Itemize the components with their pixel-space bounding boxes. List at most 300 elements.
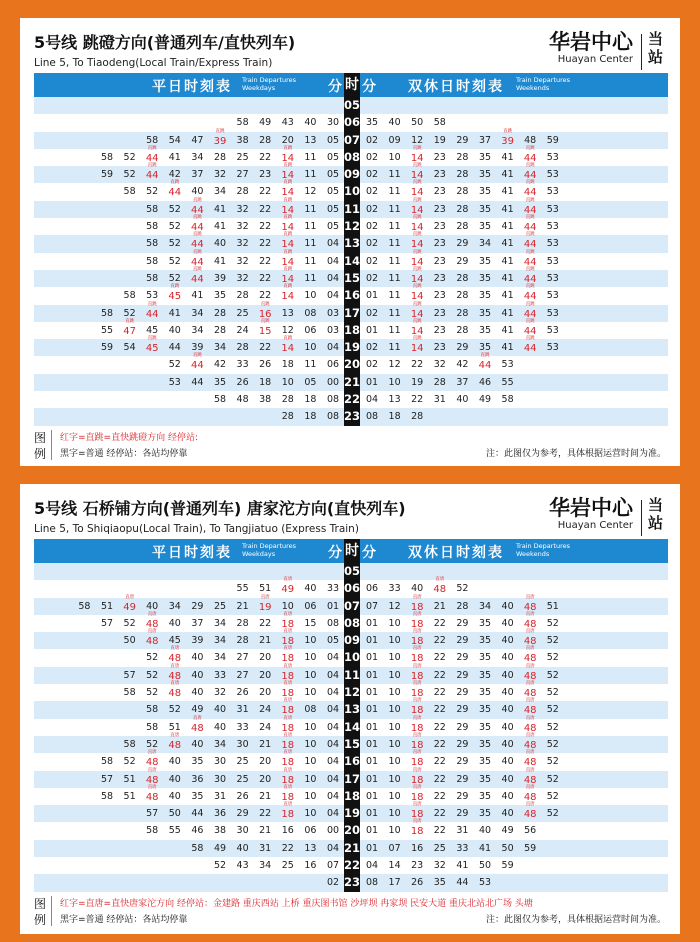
- express-departure-minute: 直跳 14: [277, 253, 299, 273]
- departure-minute: 35: [478, 687, 492, 699]
- departure-minute: 25: [281, 860, 294, 872]
- express-mark: 直跳: [283, 336, 293, 342]
- hour-row: [34, 646, 668, 666]
- express-departure-minute: 直唐 48: [519, 805, 541, 825]
- departure-minute: 11: [304, 255, 317, 267]
- departure-minute: 40: [304, 583, 317, 595]
- current-station-tag: 当站: [648, 496, 664, 532]
- departure-minute: 28: [456, 307, 469, 319]
- disclaimer-note: 注：此图仅为参考，具体根据运营时间为准。: [485, 449, 666, 459]
- express-departure-minute: 直唐 18: [277, 615, 299, 635]
- departure-minute: 40: [236, 842, 249, 854]
- departure-minute: 52: [123, 756, 136, 768]
- departure-minute: 40: [191, 669, 204, 681]
- hour-cell: 16: [344, 287, 360, 304]
- departure-minute: 10: [388, 635, 401, 647]
- departure-minute: 41: [501, 255, 514, 267]
- departure-minute: 10: [388, 704, 401, 716]
- departure-minute: 10: [388, 773, 401, 785]
- departure-minute: 28: [236, 617, 249, 629]
- departure-minute: 20: [259, 756, 272, 768]
- express-departure-minute: 直唐 48: [519, 615, 541, 635]
- departure-minute: 41: [501, 203, 514, 215]
- departure-minute: 41: [213, 221, 227, 233]
- departure-minute: 35: [478, 221, 492, 233]
- departure-minute: 39: [191, 342, 204, 354]
- station-name-cn: 华岩中心: [549, 30, 633, 54]
- departure-minute: 22: [433, 652, 446, 664]
- departure-minute: 58: [100, 307, 114, 319]
- departure-minute: 29: [456, 617, 469, 629]
- departure-minute: 38: [213, 825, 227, 837]
- departure-minute: 52: [546, 721, 559, 733]
- departure-minute: 19: [411, 376, 424, 388]
- departure-minute: 40: [501, 635, 514, 647]
- departure-minute: 41: [501, 290, 514, 302]
- departure-minute: 40: [501, 687, 514, 699]
- departure-minute: 51: [168, 721, 181, 733]
- departure-minute: 58: [146, 255, 159, 267]
- departure-minute: 03: [326, 307, 340, 319]
- departure-minute: 34: [213, 738, 227, 750]
- departure-minute: 34: [213, 617, 227, 629]
- departure-minute: 32: [236, 203, 249, 215]
- departure-minute: 52: [546, 808, 559, 820]
- departure-minute: 25: [236, 756, 249, 768]
- departure-minute: 44: [191, 376, 204, 388]
- express-mark: 直唐: [412, 715, 422, 721]
- express-departure-minute: 直跳 44: [186, 356, 208, 376]
- departure-minute: 19: [433, 134, 446, 146]
- departure-minute: 02: [365, 307, 379, 319]
- departure-minute: 52: [546, 773, 559, 785]
- departure-minute: 26: [259, 359, 272, 371]
- minute-heading-right: 分: [362, 545, 376, 561]
- departure-minute: 29: [456, 255, 469, 267]
- departure-minute: 40: [213, 238, 227, 250]
- departure-minute: 40: [191, 738, 204, 750]
- hour-row: [34, 594, 668, 615]
- departure-minute: 10: [388, 825, 401, 837]
- departure-minute: 52: [546, 617, 559, 629]
- departure-minute: 58: [123, 738, 136, 750]
- departure-minute: 52: [168, 255, 181, 267]
- express-mark: 直唐: [412, 594, 422, 600]
- express-mark: 直唐: [283, 732, 293, 738]
- express-mark: 直跳: [412, 249, 422, 255]
- departure-minute: 11: [388, 221, 401, 233]
- departure-minute: 31: [456, 825, 469, 837]
- departure-minute: 06: [304, 600, 317, 612]
- departure-minute: 53: [546, 324, 559, 336]
- express-departure-minute: 直跳 47: [119, 322, 141, 342]
- departure-minute: 40: [168, 324, 181, 336]
- departure-minute: 07: [388, 842, 401, 854]
- departure-minute: 57: [146, 808, 159, 820]
- departure-minute: 05: [304, 376, 317, 388]
- legend-label: 图例: [34, 897, 47, 927]
- express-mark: 直唐: [147, 611, 157, 617]
- departure-minute: 10: [304, 773, 317, 785]
- express-mark: 直跳: [525, 301, 535, 307]
- departure-minute: 22: [259, 342, 272, 354]
- hour-cell: 21: [344, 374, 360, 391]
- departure-minute: 40: [501, 773, 514, 785]
- express-departure-minute: 直唐 48: [429, 580, 451, 600]
- hour-cell: 06: [344, 580, 360, 597]
- departure-minute: 35: [478, 151, 492, 163]
- timetable-grid: [34, 539, 668, 892]
- departure-minute: 02: [365, 221, 379, 233]
- departure-minute: 52: [123, 617, 136, 629]
- express-departure-minute: 直唐 18: [406, 701, 428, 721]
- hour-row: [34, 698, 668, 718]
- departure-minute: 37: [191, 617, 204, 629]
- departure-minute: 11: [304, 221, 317, 233]
- departure-minute: 16: [281, 825, 294, 837]
- express-departure-minute: 直跳 44: [519, 149, 541, 169]
- express-mark: 直跳: [412, 318, 422, 324]
- hour-cell: 13: [344, 701, 360, 718]
- departure-minute: 55: [100, 324, 114, 336]
- express-departure-minute: 直唐 18: [406, 753, 428, 773]
- hour-cell: 06: [344, 114, 360, 131]
- departure-minute: 02: [365, 272, 379, 284]
- express-departure-minute: 直唐 18: [277, 788, 299, 808]
- departure-minute: 52: [123, 169, 136, 181]
- departure-minute: 42: [456, 359, 469, 371]
- departure-minute: 14: [388, 860, 401, 872]
- express-mark: 直唐: [525, 698, 535, 704]
- departure-minute: 34: [213, 635, 227, 647]
- departure-minute: 29: [456, 134, 469, 146]
- departure-minute: 48: [236, 394, 249, 406]
- departure-minute: 22: [259, 203, 272, 215]
- express-departure-minute: 直跳 14: [277, 218, 299, 238]
- departure-minute: 08: [326, 411, 340, 423]
- departure-minute: 53: [546, 272, 559, 284]
- departure-minute: 31: [236, 704, 249, 716]
- weekday-heading: 平日时刻表: [152, 545, 232, 561]
- departure-minute: 28: [433, 376, 446, 388]
- express-mark: 直跳: [192, 232, 202, 238]
- express-mark: 直跳: [170, 284, 180, 290]
- departure-minute: 11: [388, 290, 401, 302]
- departure-minute: 34: [191, 151, 204, 163]
- weekend-heading-en: Train Departures Weekends: [516, 542, 571, 558]
- departure-minute: 18: [388, 411, 401, 423]
- departure-minute: 35: [365, 117, 379, 129]
- departure-minute: 22: [411, 359, 424, 371]
- departure-minute: 10: [281, 600, 294, 612]
- legend-local: 黑字=普通 经停站：各站均停靠: [60, 449, 188, 459]
- express-mark: 直唐: [412, 698, 422, 704]
- hour-cell: 12: [344, 218, 360, 235]
- departure-minute: 22: [259, 272, 272, 284]
- departure-minute: 13: [304, 134, 317, 146]
- departure-minute: 22: [259, 151, 272, 163]
- hour-row: [34, 215, 668, 235]
- departure-minute: 42: [168, 169, 181, 181]
- departure-minute: 40: [168, 617, 181, 629]
- departure-minute: 40: [191, 652, 204, 664]
- departure-minute: 37: [191, 169, 204, 181]
- departure-minute: 00: [326, 825, 340, 837]
- departure-minute: 35: [191, 790, 204, 802]
- departure-minute: 58: [100, 151, 114, 163]
- departure-minute: 06: [326, 359, 340, 371]
- departure-minute: 32: [236, 272, 249, 284]
- departure-minute: 41: [501, 342, 514, 354]
- express-departure-minute: 直跳 14: [406, 149, 428, 169]
- departure-minute: 05: [326, 134, 340, 146]
- express-mark: 直跳: [192, 249, 202, 255]
- departure-minute: 29: [456, 687, 469, 699]
- hour-cell: 05: [344, 563, 360, 580]
- departure-minute: 01: [365, 617, 379, 629]
- departure-minute: 44: [456, 877, 469, 889]
- departure-minute: 52: [546, 687, 559, 699]
- departure-minute: 22: [281, 842, 294, 854]
- departure-minute: 23: [411, 860, 424, 872]
- express-mark: 直唐: [412, 611, 422, 617]
- departure-minute: 35: [478, 342, 492, 354]
- express-mark: 直跳: [525, 249, 535, 255]
- departure-minute: 53: [546, 342, 559, 354]
- express-departure-minute: 直唐 18: [277, 632, 299, 652]
- departure-minute: 32: [213, 169, 227, 181]
- departure-minute: 22: [433, 721, 446, 733]
- departure-minute: 01: [365, 808, 379, 820]
- departure-minute: 02: [365, 134, 379, 146]
- express-mark: 直唐: [412, 767, 422, 773]
- express-mark: 直唐: [283, 646, 293, 652]
- departure-minute: 01: [365, 687, 379, 699]
- departure-minute: 59: [546, 134, 559, 146]
- departure-minute: 29: [191, 600, 204, 612]
- express-departure-minute: 直唐 48: [164, 667, 186, 687]
- express-departure-minute: 直跳 44: [519, 218, 541, 238]
- departure-minute: 53: [546, 307, 559, 319]
- departure-minute: 29: [456, 738, 469, 750]
- departure-minute: 25: [236, 307, 249, 319]
- express-mark: 直唐: [147, 767, 157, 773]
- hour-row: [34, 802, 668, 822]
- departure-minute: 06: [304, 324, 317, 336]
- departure-minute: 40: [191, 687, 204, 699]
- grid-header: [34, 539, 668, 563]
- express-departure-minute: 直唐 18: [406, 632, 428, 652]
- departure-minute: 28: [213, 151, 227, 163]
- departure-minute: 37: [478, 134, 492, 146]
- express-mark: 直唐: [283, 715, 293, 721]
- departure-minute: 34: [168, 600, 181, 612]
- departure-minute: 32: [213, 687, 227, 699]
- departure-minute: 18: [259, 376, 272, 388]
- departure-minute: 35: [478, 790, 492, 802]
- departure-minute: 32: [236, 238, 249, 250]
- departure-minute: 11: [304, 203, 317, 215]
- departure-minute: 52: [456, 583, 469, 595]
- departure-minute: 53: [146, 290, 159, 302]
- departure-minute: 22: [433, 790, 446, 802]
- departure-minute: 35: [478, 255, 492, 267]
- express-mark: 直唐: [525, 663, 535, 669]
- departure-minute: 52: [168, 359, 181, 371]
- legend-local: 黑字=普通 经停站：各站均停靠: [60, 915, 188, 925]
- weekday-heading-en: Train Departures Weekdays: [242, 542, 297, 558]
- departure-minute: 40: [501, 738, 514, 750]
- legend-divider: [51, 896, 52, 926]
- express-departure-minute: 直跳 14: [277, 287, 299, 307]
- departure-minute: 20: [259, 669, 272, 681]
- express-departure-minute: 直跳 14: [277, 183, 299, 203]
- express-mark: 直跳: [525, 336, 535, 342]
- departure-minute: 52: [546, 790, 559, 802]
- departure-minute: 04: [326, 842, 340, 854]
- departure-minute: 40: [213, 721, 227, 733]
- departure-minute: 28: [456, 186, 469, 198]
- departure-minute: 49: [259, 117, 272, 129]
- express-mark: 直唐: [412, 629, 422, 635]
- express-departure-minute: 直唐 18: [406, 667, 428, 687]
- departure-minute: 23: [433, 272, 446, 284]
- current-station-tag: 当站: [648, 30, 664, 66]
- express-mark: 直跳: [412, 266, 422, 272]
- departure-minute: 29: [456, 652, 469, 664]
- express-departure-minute: 直跳 14: [406, 287, 428, 307]
- weekend-heading-en: Train Departures Weekends: [516, 76, 571, 92]
- departure-minute: 59: [524, 842, 537, 854]
- departure-minute: 23: [433, 186, 446, 198]
- departure-minute: 33: [326, 583, 340, 595]
- hour-row: [34, 563, 668, 580]
- express-departure-minute: 直跳 14: [277, 339, 299, 359]
- departure-minute: 53: [546, 238, 559, 250]
- departure-minute: 40: [146, 600, 159, 612]
- departure-minute: 28: [456, 290, 469, 302]
- departure-minute: 26: [236, 376, 249, 388]
- departure-minute: 40: [501, 617, 514, 629]
- departure-minute: 53: [546, 203, 559, 215]
- express-mark: 直唐: [525, 732, 535, 738]
- express-departure-minute: 直跳 44: [519, 253, 541, 273]
- express-mark: 直跳: [283, 180, 293, 186]
- departure-minute: 52: [546, 756, 559, 768]
- hour-cell: 08: [344, 615, 360, 632]
- departure-minute: 35: [213, 290, 227, 302]
- express-mark: 直跳: [412, 180, 422, 186]
- legend-divider: [51, 430, 52, 460]
- departure-minute: 21: [259, 738, 272, 750]
- departure-minute: 35: [478, 669, 492, 681]
- departure-minute: 52: [168, 238, 181, 250]
- express-mark: 直唐: [170, 663, 180, 669]
- express-mark: 直唐: [412, 802, 422, 808]
- departure-minute: 35: [478, 721, 492, 733]
- express-departure-minute: 直唐 18: [406, 684, 428, 704]
- departure-minute: 22: [433, 687, 446, 699]
- express-departure-minute: 直唐 48: [519, 788, 541, 808]
- express-departure-minute: 直唐 18: [406, 615, 428, 635]
- departure-minute: 40: [501, 756, 514, 768]
- express-mark: 直唐: [412, 646, 422, 652]
- express-departure-minute: 直跳 44: [186, 253, 208, 273]
- departure-minute: 41: [501, 238, 514, 250]
- departure-minute: 40: [478, 825, 492, 837]
- express-mark: 直唐: [412, 732, 422, 738]
- departure-minute: 32: [236, 255, 249, 267]
- express-departure-minute: 直唐 48: [519, 667, 541, 687]
- departure-minute: 29: [456, 704, 469, 716]
- departure-minute: 05: [326, 221, 340, 233]
- hour-cell: 16: [344, 753, 360, 770]
- departure-minute: 23: [433, 255, 446, 267]
- hour-heading: 时: [344, 539, 360, 563]
- departure-minute: 12: [411, 134, 424, 146]
- departure-minute: 29: [456, 238, 469, 250]
- departure-minute: 27: [236, 652, 249, 664]
- departure-minute: 23: [259, 169, 272, 181]
- express-departure-minute: 直唐 19: [254, 598, 276, 618]
- grid-header: [34, 73, 668, 97]
- departure-minute: 01: [365, 773, 379, 785]
- hour-cell: 12: [344, 684, 360, 701]
- departure-minute: 22: [433, 617, 446, 629]
- departure-minute: 52: [146, 669, 159, 681]
- station-label: [549, 496, 664, 536]
- express-mark: 直唐: [147, 629, 157, 635]
- departure-minute: 12: [281, 324, 294, 336]
- express-departure-minute: 直唐 18: [277, 667, 299, 687]
- express-mark: 直唐: [283, 750, 293, 756]
- departure-minute: 05: [326, 635, 340, 647]
- departure-minute: 52: [168, 704, 181, 716]
- hour-cell: 05: [344, 97, 360, 114]
- departure-minute: 10: [304, 652, 317, 664]
- departure-minute: 12: [388, 359, 401, 371]
- departure-minute: 40: [304, 117, 317, 129]
- express-departure-minute: 直唐 18: [406, 598, 428, 618]
- departure-minute: 32: [433, 860, 446, 872]
- express-mark: 直跳: [260, 318, 270, 324]
- departure-minute: 04: [326, 790, 340, 802]
- departure-minute: 40: [501, 721, 514, 733]
- hour-row: [34, 114, 668, 131]
- departure-minute: 49: [501, 825, 514, 837]
- hour-row: [34, 819, 668, 839]
- express-departure-minute: 直跳 14: [406, 305, 428, 325]
- departure-minute: 13: [388, 394, 401, 406]
- departure-minute: 40: [411, 583, 424, 595]
- departure-minute: 54: [168, 134, 181, 146]
- station-divider: [641, 500, 642, 536]
- departure-minute: 21: [259, 790, 272, 802]
- express-departure-minute: 直唐 48: [141, 771, 163, 791]
- express-mark: 直跳: [283, 249, 293, 255]
- hour-row: [34, 232, 668, 252]
- departure-minute: 01: [365, 842, 379, 854]
- express-departure-minute: 直唐 49: [119, 598, 141, 618]
- legend-express: 红字=直跳=直快跳磴方向 经停站:: [60, 433, 198, 443]
- express-departure-minute: 直跳 14: [406, 322, 428, 342]
- departure-minute: 30: [213, 773, 227, 785]
- express-departure-minute: 直跳 44: [519, 201, 541, 221]
- departure-minute: 52: [546, 704, 559, 716]
- departure-minute: 33: [236, 359, 249, 371]
- express-mark: 直跳: [170, 180, 180, 186]
- express-mark: 直唐: [283, 663, 293, 669]
